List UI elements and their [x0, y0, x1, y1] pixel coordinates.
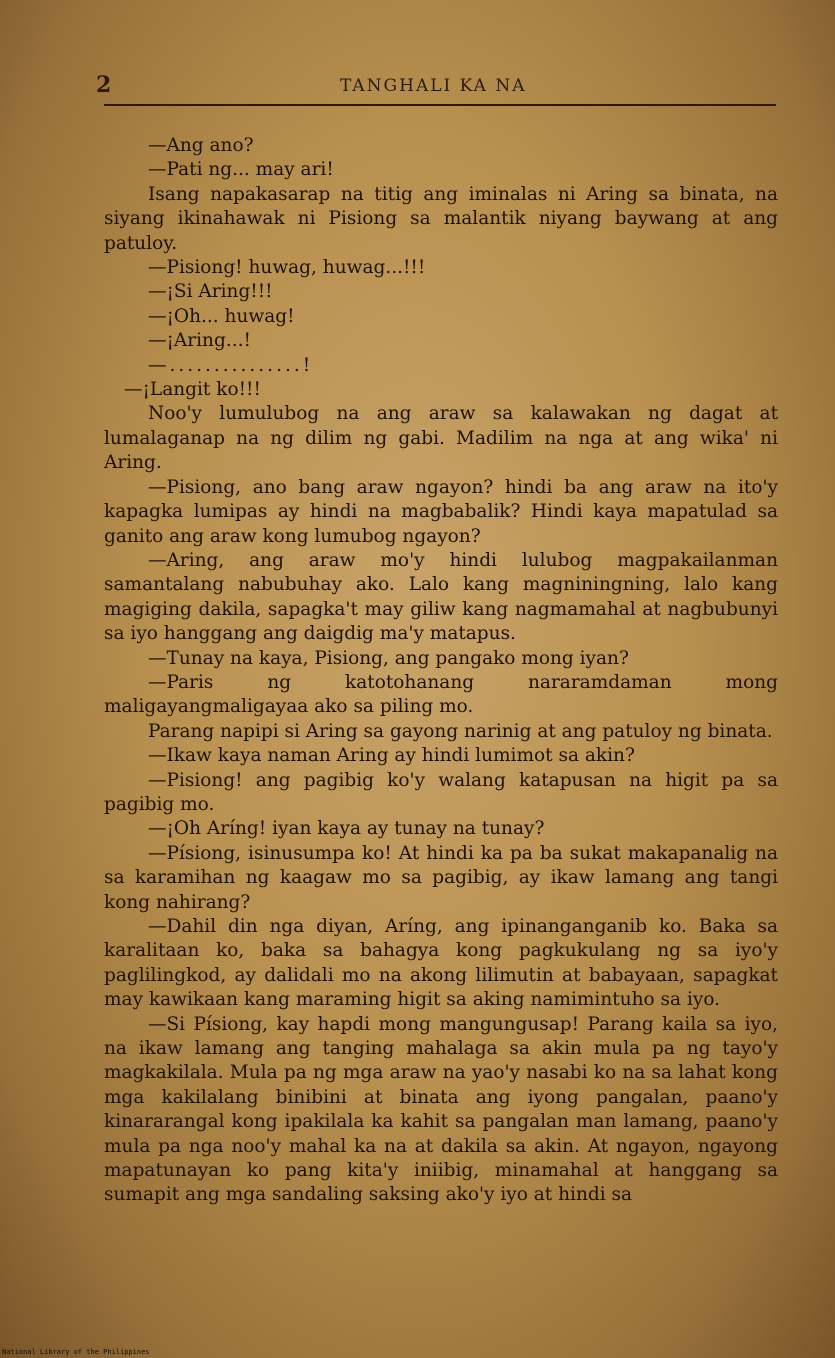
paragraph: —Paris ng katotohanang nararamdaman mong maligayangmaligayaa ako sa piling mo.	[104, 671, 778, 718]
paragraph: —Si Písiong, kay hapdi mong mangungusap! Parang kaila sa iyo, na ikaw lamang ang tanging mahalaga sa akin mula pa ng tayo'y magkakilala. Mula pa ng mga araw na yao'y nasabi ko na sa lahat kong mga kakilalang binibini at binata ang iyong pangalan, paano'y kinararangal kong ipakilala ka kahit sa pangalan man lamang, paano'y mula pa nga noo'y mahal ka na at dakila sa akin. At ngayon, ngayong mapatunayan ko pang kita'y iniibig, minamahal at hanggang sa sumapit ang mga sandaling saksing ako'y iyo at hindi sa	[104, 1013, 778, 1206]
running-title: TANGHALI KA NA	[340, 76, 527, 96]
paragraph: Noo'y lumulubog na ang araw sa kalawakan ng dagat at lumalaganap na ng dilim ng gabi. Madilim na nga at ang wika' ni Aring.	[104, 403, 778, 474]
paragraph: —Aring, ang araw mo'y hindi lulubog magpakailanman samantalang nabubuhay ako. Lalo kang magniningning, lalo kang magiging dakila, sapagka't may giliw kang nagmamahal at nagbubunyi sa iyo hanggang ang daigdig ma'y matapus.	[104, 549, 778, 645]
paragraph: —Písiong, isinusumpa ko! At hindi ka pa ba sukat makapanalig na sa karamihan ng kaagaw mo sa pagibig, ay ikaw lamang ang tangi kong nahirang?	[104, 842, 778, 913]
dialogue-line: —¡Langit ko!!!	[124, 379, 261, 401]
page-number: 2	[96, 72, 112, 98]
dialogue-line: —¡Oh... huwag!	[148, 305, 295, 327]
paragraph: —¡Oh Aríng! iyan kaya ay tunay na tunay?	[148, 818, 545, 840]
dialogue-line: —Pisiong! huwag, huwag...!!!	[148, 257, 426, 279]
paragraph: —Pisiong, ano bang araw ngayon? hindi ba ang araw na ito'y kapagka lumipas ay hindi na magbabalik? Hindi kaya mapatulad sa ganito ang araw kong lumubog ngayon?	[104, 476, 778, 547]
page-header	[96, 72, 776, 104]
ellipsis-line: —...............!	[148, 354, 314, 376]
paragraph: —Ikaw kaya naman Aring ay hindi lumimot sa akin?	[148, 745, 635, 767]
library-credit: National Library of the Philippines	[2, 1348, 150, 1356]
paragraph: Isang napakasarap na titig ang iminalas ni Aring sa binata, na siyang ikinahawak ni Pisiong sa malantik niyang baywang at ang patuloy.	[104, 183, 778, 254]
paragraph: Parang napipi si Aring sa gayong narinig at ang patuloy ng binata.	[148, 720, 773, 742]
dialogue-line: —¡Si Aring!!!	[148, 281, 273, 303]
dialogue-line: —¡Aring...!	[148, 330, 251, 352]
body-text	[104, 134, 778, 1208]
paragraph: —Pisiong! ang pagibig ko'y walang katapusan na higit pa sa pagibig mo.	[104, 769, 778, 815]
paragraph: —Dahil din nga diyan, Aríng, ang ipinanganganib ko. Baka sa karalitaan ko, baka sa bahagya kong pagkukulang ng sa iyo'y paglilingkod, ay dalidali mo na akong lilimutin at babayaan, sapagkat may kawikaan kang maraming higit sa aking namimintuho sa iyo.	[104, 916, 778, 1011]
paragraph: —Tunay na kaya, Pisiong, ang pangako mong iyan?	[148, 647, 629, 669]
dialogue-line: —Pati ng... may ari!	[148, 159, 334, 181]
header-rule	[104, 104, 776, 106]
dialogue-line: —Ang ano?	[148, 135, 254, 156]
